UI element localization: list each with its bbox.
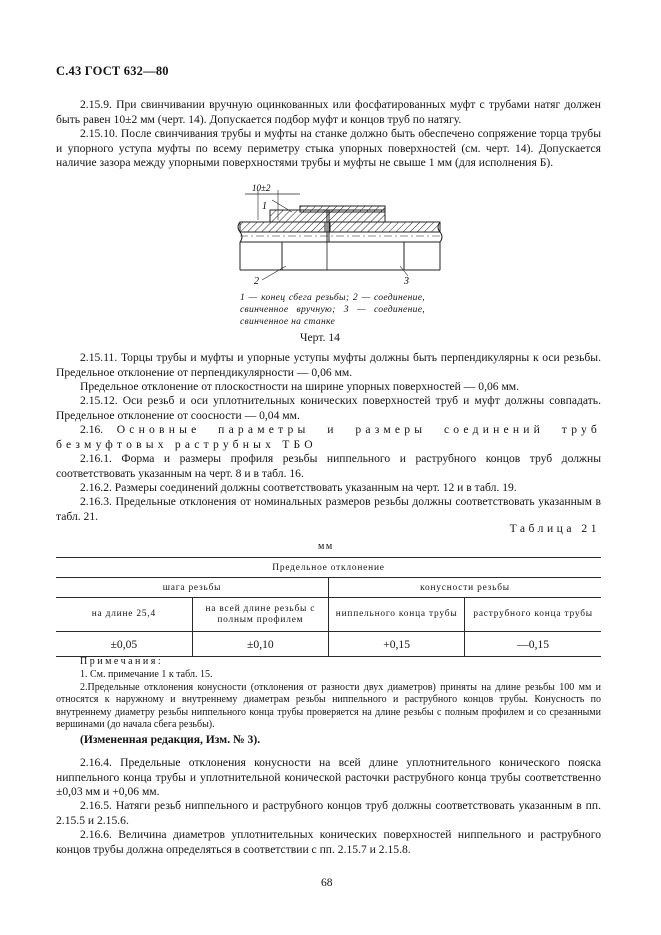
paragraph-2-16-4: 2.16.4. Предельные отклонения конусности на всей длине уплотнительного конического пояска ниппельного конца трубы и уплотнительной конической расточки раструбного конца трубы соответственно ±0,03 мм и +0,06 мм.	[56, 756, 601, 799]
pipe-lower	[282, 242, 404, 270]
paragraph-2-16-2: 2.16.2. Размеры соединений должны соответствовать указанным на черт. 12 и в табл. 19.	[80, 481, 517, 494]
note-1: 1. См. примечание 1 к табл. 15.	[80, 669, 213, 680]
table-cell: ±0,10	[192, 632, 328, 657]
drawing-label: Черт. 14	[300, 331, 340, 344]
page-number: 68	[321, 876, 333, 889]
table-col-header: на длине 25,4	[56, 598, 192, 632]
paragraph-2-15-10: 2.15.10. После свинчивания трубы и муфты на станке должно быть обеспечено сопряжение торца трубы и упорного уступа муфты по всему периметру стыка упорных поверхностей (см. черт. 14). Допускается наличие зазора между упорными поверхностями трубы и муфты не свыше 1 мм (для исполнения Б).	[56, 127, 601, 170]
note-2: 2.Предельные отклонения конусности (отклонения от разности двух диаметров) приняты на длине резьбы 100 мм и относятся к наружному и внутреннему диаметрам резьбы ниппельного и раструбного концов трубы. Конусность по внутреннему диаметру резьбы ниппельного конца трубы проверяется на длине резьбы с полным профилем и со срезанными вершинами (до начала сбега резьбы).	[56, 682, 601, 731]
table-header-main: Предельное отклонение	[56, 558, 601, 578]
section-number: 2.16.	[80, 423, 104, 436]
paragraph-2-16-6: 2.16.6. Величина диаметров уплотнительных конических поверхностей ниппельного и раструбного концов трубы должна определяться в соответствии с пп. 2.15.7 и 2.15.8.	[56, 828, 601, 856]
table-title: Таблица 21	[509, 522, 600, 535]
paragraph-2-16	[56, 423, 601, 452]
paragraph-2-16-5: 2.16.5. Натяги резьб ниппельного и раструбного концов труб должны соответствовать указанным в пп. 2.15.5 и 2.15.6.	[56, 799, 601, 827]
marker-1: 1	[262, 201, 267, 212]
paragraph-2-16-1: 2.16.1. Форма и размеры профиля резьбы ниппельного и раструбного концов труб должны соответствовать указанным на черт. 8 и в табл. 16.	[56, 452, 601, 480]
notes-title: Примечания:	[80, 656, 164, 667]
table-col-header: на всей длине резьбы с полным профилем	[192, 598, 328, 632]
table-group-taper: конусности резьбы	[329, 578, 602, 598]
dim-label: 10±2	[252, 183, 271, 193]
pipe-wall-left	[240, 222, 325, 232]
section-title: Основные параметры и размеры соединений труб безмуфтовых раструбных ТБО	[56, 423, 601, 451]
marker-2: 2	[254, 276, 259, 287]
table-row	[56, 632, 601, 657]
table-cell: —0,15	[465, 632, 601, 657]
page-header: С.43 ГОСТ 632—80	[56, 64, 169, 78]
paragraph-2-15-12: 2.15.12. Оси резьб и оси уплотнительных конических поверхностей труб и муфт должны совпадать. Предельное отклонение от соосности — 0,04 мм.	[56, 394, 601, 422]
marker-3: 3	[404, 276, 409, 287]
pipe-wall-right	[330, 222, 440, 232]
drawing-14	[200, 180, 450, 310]
table-cell: +0,15	[329, 632, 465, 657]
paragraph-2-15-9: 2.15.9. При свинчивании вручную оцинкованных или фосфатированных муфт с трубами натяг должен быть равен 10±2 мм (черт. 14). Допускается подбор муфт и концов труб по натягу.	[56, 98, 601, 126]
tolerance-table	[56, 557, 601, 657]
paragraph-2-16-3: 2.16.3. Предельные отклонения от номинальных размеров резьбы должны соответствовать указанным в табл. 21.	[56, 495, 601, 523]
edition-note: (Измененная редакция, Изм. № 3).	[80, 733, 261, 746]
table-cell: ±0,05	[56, 632, 192, 657]
paragraph-2-15-11-b: Предельное отклонение от плоскостности на ширине упорных поверхностей — 0,06 мм.	[80, 380, 520, 393]
table-col-header: раструбного конца трубы	[465, 598, 601, 632]
paragraph-2-15-11: 2.15.11. Торцы трубы и муфты и упорные уступы муфты должны быть перпендикулярны к оси резьбы. Предельное отклонение от перпендикулярности — 0,06 мм.	[56, 351, 601, 379]
table-group-pitch: шага резьбы	[56, 578, 329, 598]
table-col-header: ниппельного конца трубы	[329, 598, 465, 632]
table-units: мм	[318, 541, 334, 552]
drawing-caption: 1 — конец сбега резьбы; 2 — соединение, свинченное вручную; 3 — соединение, свинченное на станке	[240, 292, 425, 327]
